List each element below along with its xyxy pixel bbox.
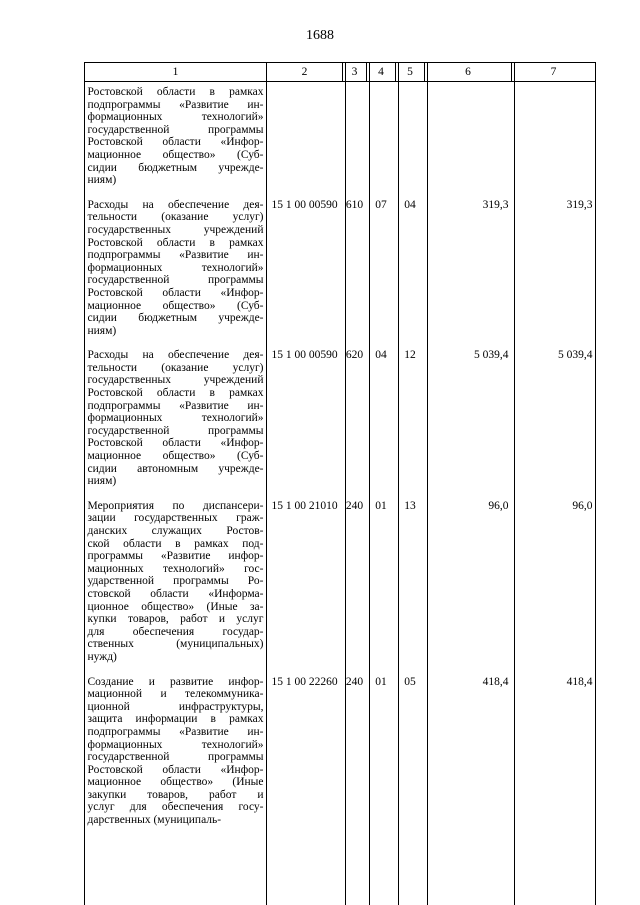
expense-type-code: 240 [345,499,364,512]
target-article-code: 15 1 00 22260 [271,675,338,688]
amount-year-2: 5 039,4 [558,349,593,362]
column-divider [369,62,370,905]
description-line: услуг для обеспечения госу- [87,801,264,814]
header-cell-2: 2 [267,63,343,82]
row-description [85,82,267,195]
description-line: Ростовской области «Инфор- [87,136,264,149]
section-code: 04 [375,349,387,362]
table-row [85,82,596,195]
subsection-code: 04 [404,198,416,211]
description-line: Расходы на обеспечение дея- [87,349,264,362]
description-line: формационных технологий» [87,261,264,274]
description-line: ской области в рамках под- [87,537,264,550]
description-line: формационных технологий» [87,738,264,751]
description-line: Ростовской области «Инфор- [87,286,264,299]
row-description [85,345,267,496]
section-code: 01 [375,499,387,512]
column-divider [514,62,515,905]
expense-type-code [343,82,367,195]
description-line: защита информации в рамках [87,713,264,726]
section-code: 01 [375,675,387,688]
row-description [85,496,267,672]
table-row [85,345,596,496]
description-line: мационное общество» (Суб- [87,148,264,161]
description-line: дарственных (муниципаль- [87,814,222,827]
description-line: подпрограммы «Развитие ин- [87,98,264,111]
amount-year-1: 96,0 [488,499,509,512]
header-cell-7: 7 [512,63,596,82]
description-line: Ростовской области «Инфор- [87,763,264,776]
column-divider [345,62,346,905]
table-body [85,82,596,835]
table-row [85,496,596,672]
header-cell-6: 6 [425,63,512,82]
description-line: государственной программы [87,751,264,764]
description-line: государственной программы [87,123,264,136]
expense-type-code: 620 [345,349,364,362]
subsection-code: 05 [404,675,416,688]
description-line: формационных технологий» [87,412,264,425]
description-line: сидии автономным учрежде- [87,462,264,475]
description-line: мационное общество» (Суб- [87,299,264,312]
section-code: 07 [375,198,387,211]
description-line: мационных технологий» гос- [87,562,264,575]
description-line: нужд) [87,650,117,663]
expense-type-code: 610 [345,198,364,211]
column-divider [266,62,267,905]
description-line: подпрограммы «Развитие ин- [87,249,264,262]
description-line: тельности (оказание услуг) [87,361,264,374]
description-line: формационных технологий» [87,111,264,124]
table-row [85,195,596,346]
description-line: Расходы на обеспечение дея- [87,198,264,211]
header-cell-3: 3 [343,63,367,82]
description-line: государственных учреждений [87,374,264,387]
budget-table [84,62,596,835]
row-description [85,195,267,346]
description-line: ственных (муниципальных) [87,638,264,651]
description-line: Ростовской области в рамках [87,387,264,400]
description-line: ниям) [87,174,117,187]
description-line: сидии бюджетным учрежде- [87,161,264,174]
description-line: купки товаров, работ и услуг [87,613,264,626]
description-line: ционной инфраструктуры, [87,700,264,713]
description-line: зации государственных граж- [87,512,264,525]
description-line: ционное общество» (Иные за- [87,600,264,613]
page-number: 1688 [306,28,334,43]
description-line: закупки товаров, работ и [87,788,264,801]
table-row [85,672,596,835]
amount-year-1: 319,3 [482,198,509,211]
target-article-code: 15 1 00 00590 [271,198,338,211]
subsection-code: 12 [404,349,416,362]
target-article-code: 15 1 00 21010 [271,499,338,512]
description-line: подпрограммы «Развитие ин- [87,399,264,412]
amount-year-1: 418,4 [482,675,509,688]
column-divider [595,62,596,905]
description-line: сидии бюджетным учрежде- [87,312,264,325]
subsection-code: 13 [404,499,416,512]
description-line: мационное общество» (Суб- [87,450,264,463]
description-line: государственной программы [87,274,264,287]
header-cell-1: 1 [85,63,267,82]
amount-year-1: 5 039,4 [474,349,509,362]
description-line: мационной и телекоммуника- [87,688,264,701]
amount-year-2: 96,0 [572,499,593,512]
description-line: для обеспечения государ- [87,625,264,638]
section-code [367,82,396,195]
description-line: данских служащих Ростов- [87,525,264,537]
column-divider [398,62,399,905]
row-description [85,672,267,835]
column-divider [427,62,428,905]
description-line: программы «Развитие инфор- [87,550,264,563]
description-line: тельности (оказание услуг) [87,211,264,224]
description-line: Мероприятия по диспансери- [87,499,264,512]
header-cell-5: 5 [396,63,425,82]
amount-year-2 [512,82,596,195]
description-line: подпрограммы «Развитие ин- [87,725,264,738]
description-line: Ростовской области «Инфор- [87,437,264,450]
header-cell-4: 4 [367,63,396,82]
amount-year-2: 418,4 [566,675,593,688]
description-line: мационное общество» (Иные [87,776,264,789]
amount-year-1 [425,82,512,195]
description-line: ударственной программы Ро- [87,575,264,588]
expense-type-code: 240 [345,675,364,688]
column-divider [84,62,85,905]
description-line: государственной программы [87,424,264,437]
description-line: Ростовской области в рамках [87,86,264,98]
description-line: Ростовской области в рамках [87,236,264,249]
target-article-code [267,82,343,195]
description-line: стовской области «Информа- [87,587,264,600]
target-article-code: 15 1 00 00590 [271,349,338,362]
description-line: Создание и развитие инфор- [87,675,264,688]
description-line: государственных учреждений [87,223,264,236]
amount-year-2: 319,3 [566,198,593,211]
description-line: ниям) [87,324,117,337]
subsection-code [396,82,425,195]
table-header-row [85,63,596,82]
description-line: ниям) [87,475,117,488]
